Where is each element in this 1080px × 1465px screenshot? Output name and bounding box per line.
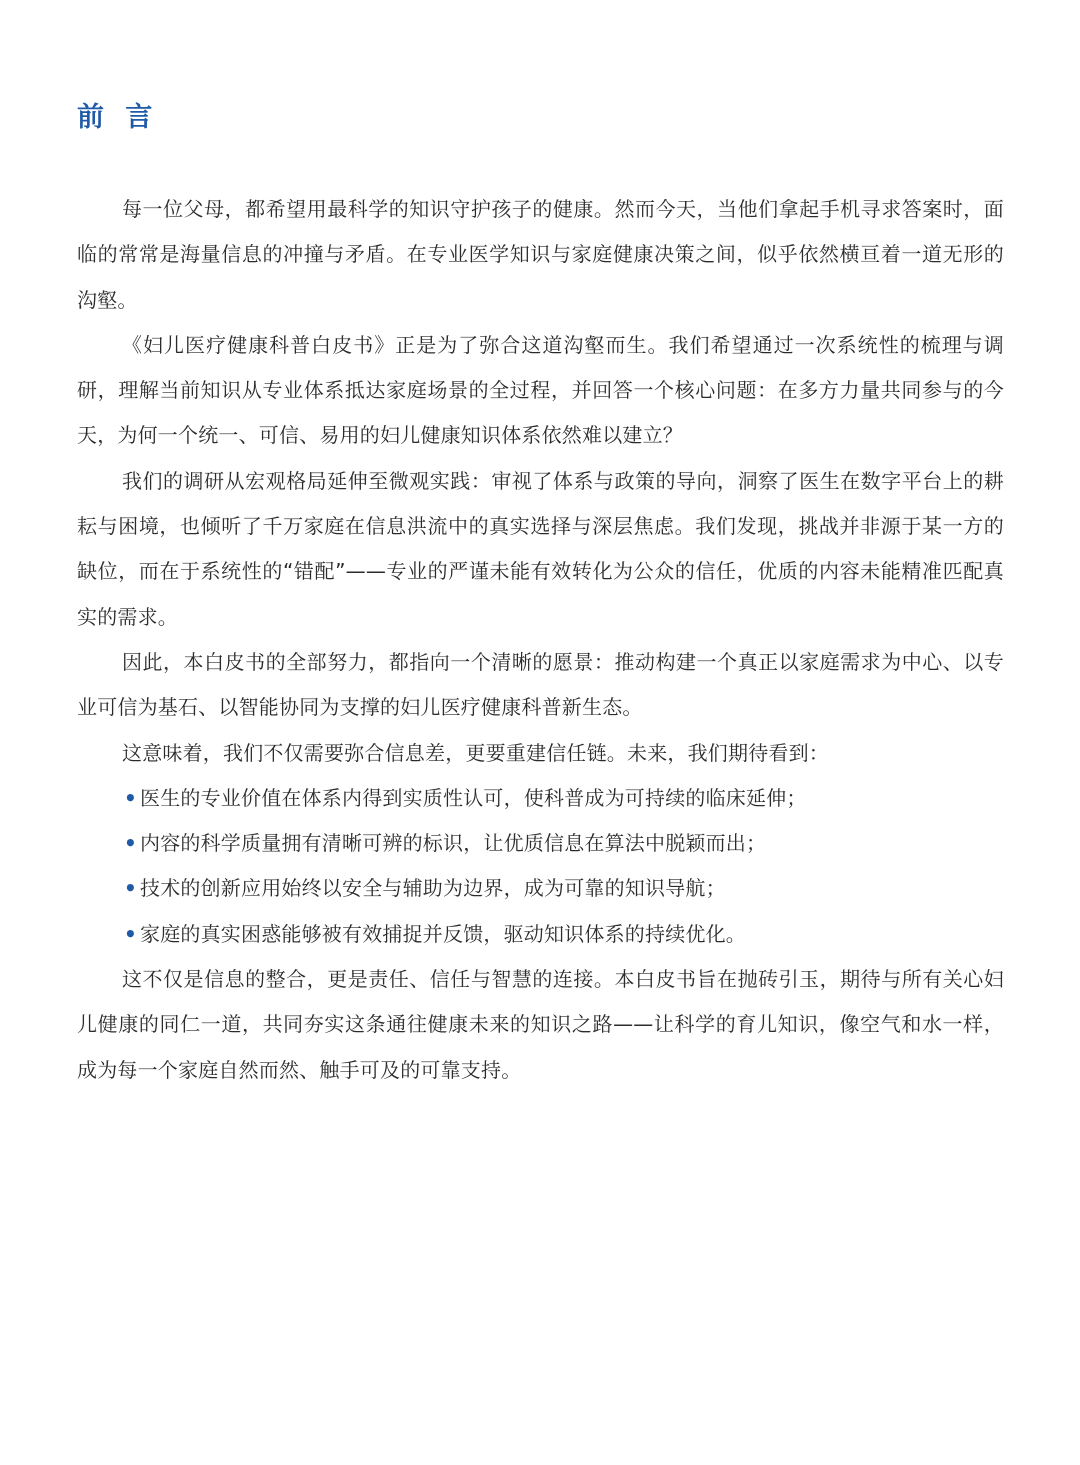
list-item-text: 家庭的真实困惑能够被有效捕捉并反馈，驱动知识体系的持续优化。 [140, 921, 746, 946]
bullet-dot-icon: • [124, 785, 137, 810]
paragraph-4: 因此，本白皮书的全部努力，都指向一个清晰的愿景：推动构建一个真正以家庭需求为中心、以专业可信为基石、以智能协同为支撑的妇儿医疗健康科普新生态。 [77, 649, 1004, 720]
list-item-text: 医生的专业价值在体系内得到实质性认可，使科普成为可持续的临床延伸； [140, 785, 807, 810]
list-item [77, 821, 1004, 866]
list-item-text: 内容的科学质量拥有清晰可辨的标识，让优质信息在算法中脱颖而出； [140, 831, 767, 856]
paragraph-closing: 这不仅是信息的整合，更是责任、信任与智慧的连接。本白皮书旨在抛砖引玉，期待与所有关心妇儿健康的同仁一道，共同夯实这条通往健康未来的知识之路——让科学的育儿知识，像空气和水一样，成为每一个家庭自然而然、触手可及的可靠支持。 [77, 967, 1004, 1082]
page-title: 前 言 [77, 102, 159, 133]
preface-body [77, 187, 1004, 1093]
paragraph-1: 每一位父母，都希望用最科学的知识守护孩子的健康。然而今天，当他们拿起手机寻求答案时，面临的常常是海量信息的冲撞与矛盾。在专业医学知识与家庭健康决策之间，似乎依然横亘着一道无形的沟壑。 [77, 197, 1004, 312]
list-item [77, 776, 1004, 821]
paragraph-2: 《妇儿医疗健康科普白皮书》正是为了弥合这道沟壑而生。我们希望通过一次系统性的梳理与调研，理解当前知识从专业体系抵达家庭场景的全过程，并回答一个核心问题：在多方力量共同参与的今天，为何一个统一、可信、易用的妇儿健康知识体系依然难以建立？ [77, 332, 1004, 448]
paragraph-5: 这意味着，我们不仅需要弥合信息差，更要重建信任链。未来，我们期待看到： [122, 740, 829, 765]
bullet-dot-icon: • [124, 876, 137, 901]
paragraph-3: 我们的调研从宏观格局延伸至微观实践：审视了体系与政策的导向，洞察了医生在数字平台上的耕耘与困境，也倾听了千万家庭在信息洪流中的真实选择与深层焦虑。我们发现，挑战并非源于某一方的缺位，而在于系统性的“错配”——专业的严谨未能有效转化为公众的信任，优质的内容未能精准匹配真实的需求。 [77, 468, 1004, 629]
expectation-list [77, 776, 1004, 957]
bullet-dot-icon: • [124, 831, 137, 856]
bullet-dot-icon: • [124, 921, 137, 946]
list-item [77, 912, 1004, 957]
list-item [77, 866, 1004, 911]
list-item-text: 技术的创新应用始终以安全与辅助为边界，成为可靠的知识导航； [140, 876, 726, 901]
